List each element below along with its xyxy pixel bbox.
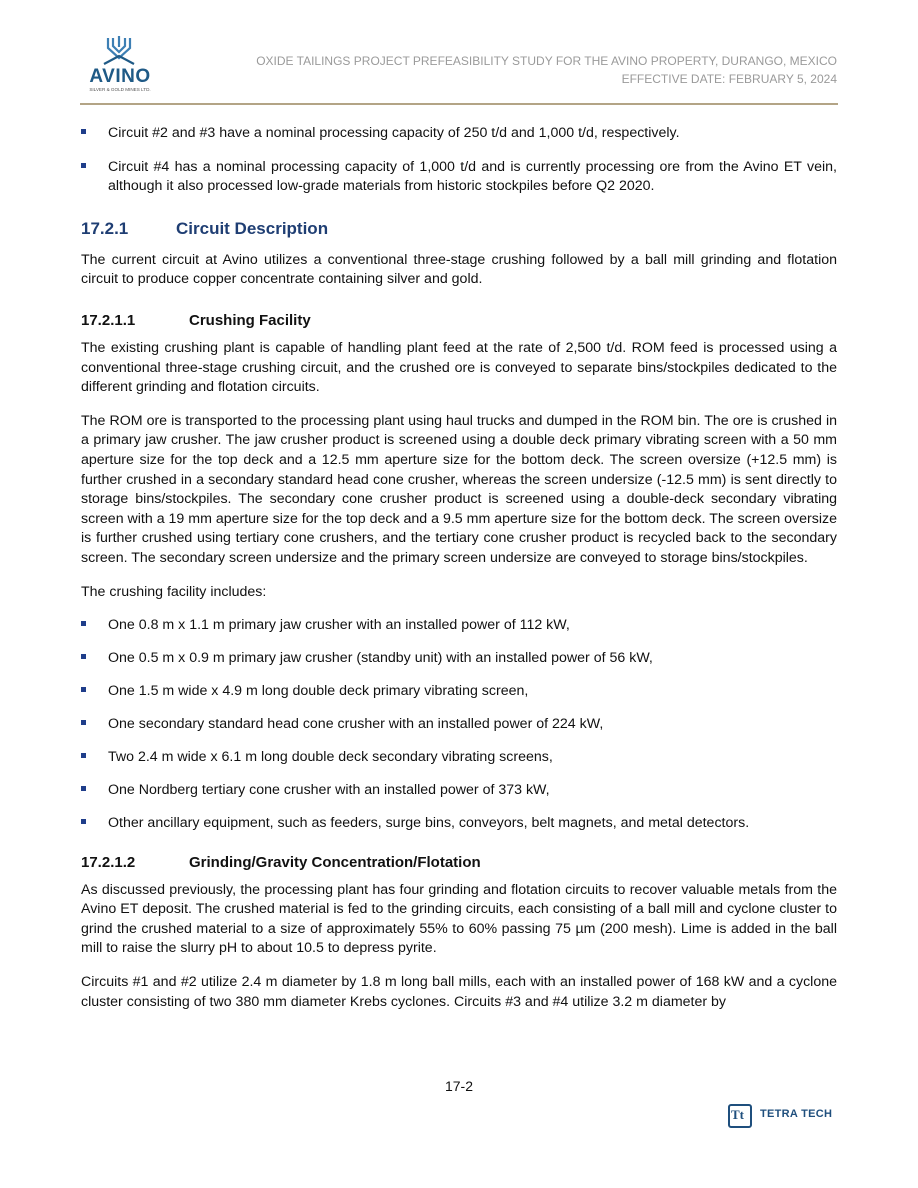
paragraph: The existing crushing plant is capable of handling plant feed at the rate of 2,500 t/d. ROM feed is processed using a conventional three-stage crushing circuit, and the crushed ore is conveyed to separate bins/stockpiles dedicated to the different grinding and flotation circuits.	[81, 339, 837, 396]
header-title: OXIDE TAILINGS PROJECT PREFEASIBILITY STUDY FOR THE AVINO PROPERTY, DURANGO, MEXICO	[256, 54, 837, 68]
list-item: Circuit #2 and #3 have a nominal processing capacity of 250 t/d and 1,000 t/d, respectively.	[81, 124, 837, 144]
paragraph: Circuits #1 and #2 utilize 2.4 m diameter by 1.8 m long ball mills, each with an installed power of 168 kW and a cyclone cluster consisting of two 380 mm diameter Krebs cyclones. Circuits #3 and #4 utilize 3.2 m diameter by	[81, 973, 837, 1010]
page-header	[256, 52, 837, 88]
paragraph: The ROM ore is transported to the processing plant using haul trucks and dumped in the ROM bin. The ore is crushed in a primary jaw crusher. The jaw crusher product is screened using a double deck primary vibrating screen with a 50 mm aperture size for the top deck and a 12.5 mm aperture size for the bottom deck. The screen oversize (+12.5 mm) is further crushed in a secondary standard head cone crusher, whereas the screen undersize (-12.5 mm) is sent directly to storage bins/stockpiles. The secondary cone crusher product is screened using a double-deck secondary vibrating screen with a 19 mm aperture size for the top deck and a 9.5 mm aperture size for the bottom deck. The screen oversize is further crushed using tertiary cone crushers, and the tertiary cone crusher product is recycled back to the secondary screen. The secondary screen undersize and the primary screen undersize are conveyed to storage bins/stockpiles.	[81, 412, 837, 566]
paragraph: As discussed previously, the processing plant has four grinding and flotation circuits to recover valuable metals from the Avino ET deposit. The crushed material is fed to the grinding circuits, each consisting of a ball mill and cyclone cluster to grind the crushed material to a size of approximately 55% to 60% passing 75 µm (200 mesh). Lime is added in the ball mill to raise the slurry pH to about 10.5 to depress pyrite.	[81, 881, 837, 957]
bullet-icon	[81, 163, 86, 168]
list-item: One 0.5 m x 0.9 m primary jaw crusher (standby unit) with an installed power of 56 kW,	[81, 649, 837, 669]
avino-logo	[80, 36, 160, 98]
logo-wordmark: AVINO	[89, 66, 151, 87]
bullet-icon	[81, 129, 86, 134]
bullet-icon	[81, 654, 86, 659]
subsection-title: Crushing Facility	[189, 311, 311, 329]
section-number: 17.2.1	[81, 218, 129, 238]
subsection-number: 17.2.1.2	[81, 853, 136, 871]
section-title: Circuit Description	[176, 218, 329, 238]
paragraph: The crushing facility includes:	[81, 583, 267, 600]
list-item: One Nordberg tertiary cone crusher with an installed power of 373 kW,	[81, 781, 837, 801]
list-item: One 1.5 m wide x 4.9 m long double deck primary vibrating screen,	[81, 682, 837, 702]
tetra-tech-mark-icon: Tt	[728, 1104, 752, 1128]
bullet-icon	[81, 720, 86, 725]
section-heading	[81, 219, 837, 239]
bullet-icon	[81, 687, 86, 692]
document-body	[81, 124, 837, 1012]
header-divider	[80, 103, 838, 105]
subsection-heading-crushing	[81, 312, 837, 329]
list-item: One 0.8 m x 1.1 m primary jaw crusher with an installed power of 112 kW,	[81, 616, 837, 636]
tetra-tech-wordmark: TETRA TECH	[760, 1108, 833, 1120]
bullet-icon	[81, 786, 86, 791]
subsection-heading-grinding	[81, 854, 837, 871]
header-effective-date: EFFECTIVE DATE: FEBRUARY 5, 2024	[621, 72, 837, 86]
list-item: Circuit #4 has a nominal processing capacity of 1,000 t/d and is currently processing ore from the Avino ET vein, although it also processed low-grade materials from historic stockpiles before Q2 2020.	[81, 158, 837, 197]
bullet-icon	[81, 621, 86, 626]
subsection-title: Grinding/Gravity Concentration/Flotation	[189, 853, 481, 871]
page-number: 17-2	[444, 1078, 474, 1094]
section-intro: The current circuit at Avino utilizes a conventional three-stage crushing followed by a ball mill grinding and flotation circuit to produce copper concentrate containing silver and gold.	[81, 251, 837, 288]
subsection-number: 17.2.1.1	[81, 311, 136, 329]
list-item: One secondary standard head cone crusher with an installed power of 224 kW,	[81, 715, 837, 735]
avino-mark-icon	[102, 36, 136, 66]
logo-subtitle: SILVER & GOLD MINES LTD.	[89, 87, 151, 92]
list-item: Other ancillary equipment, such as feeders, surge bins, conveyors, belt magnets, and metal detectors.	[81, 814, 837, 834]
list-item: Two 2.4 m wide x 6.1 m long double deck secondary vibrating screens,	[81, 748, 837, 768]
bullet-icon	[81, 753, 86, 758]
bullet-icon	[81, 819, 86, 824]
circuit-bullet-list	[81, 124, 837, 197]
equipment-list	[81, 616, 837, 834]
